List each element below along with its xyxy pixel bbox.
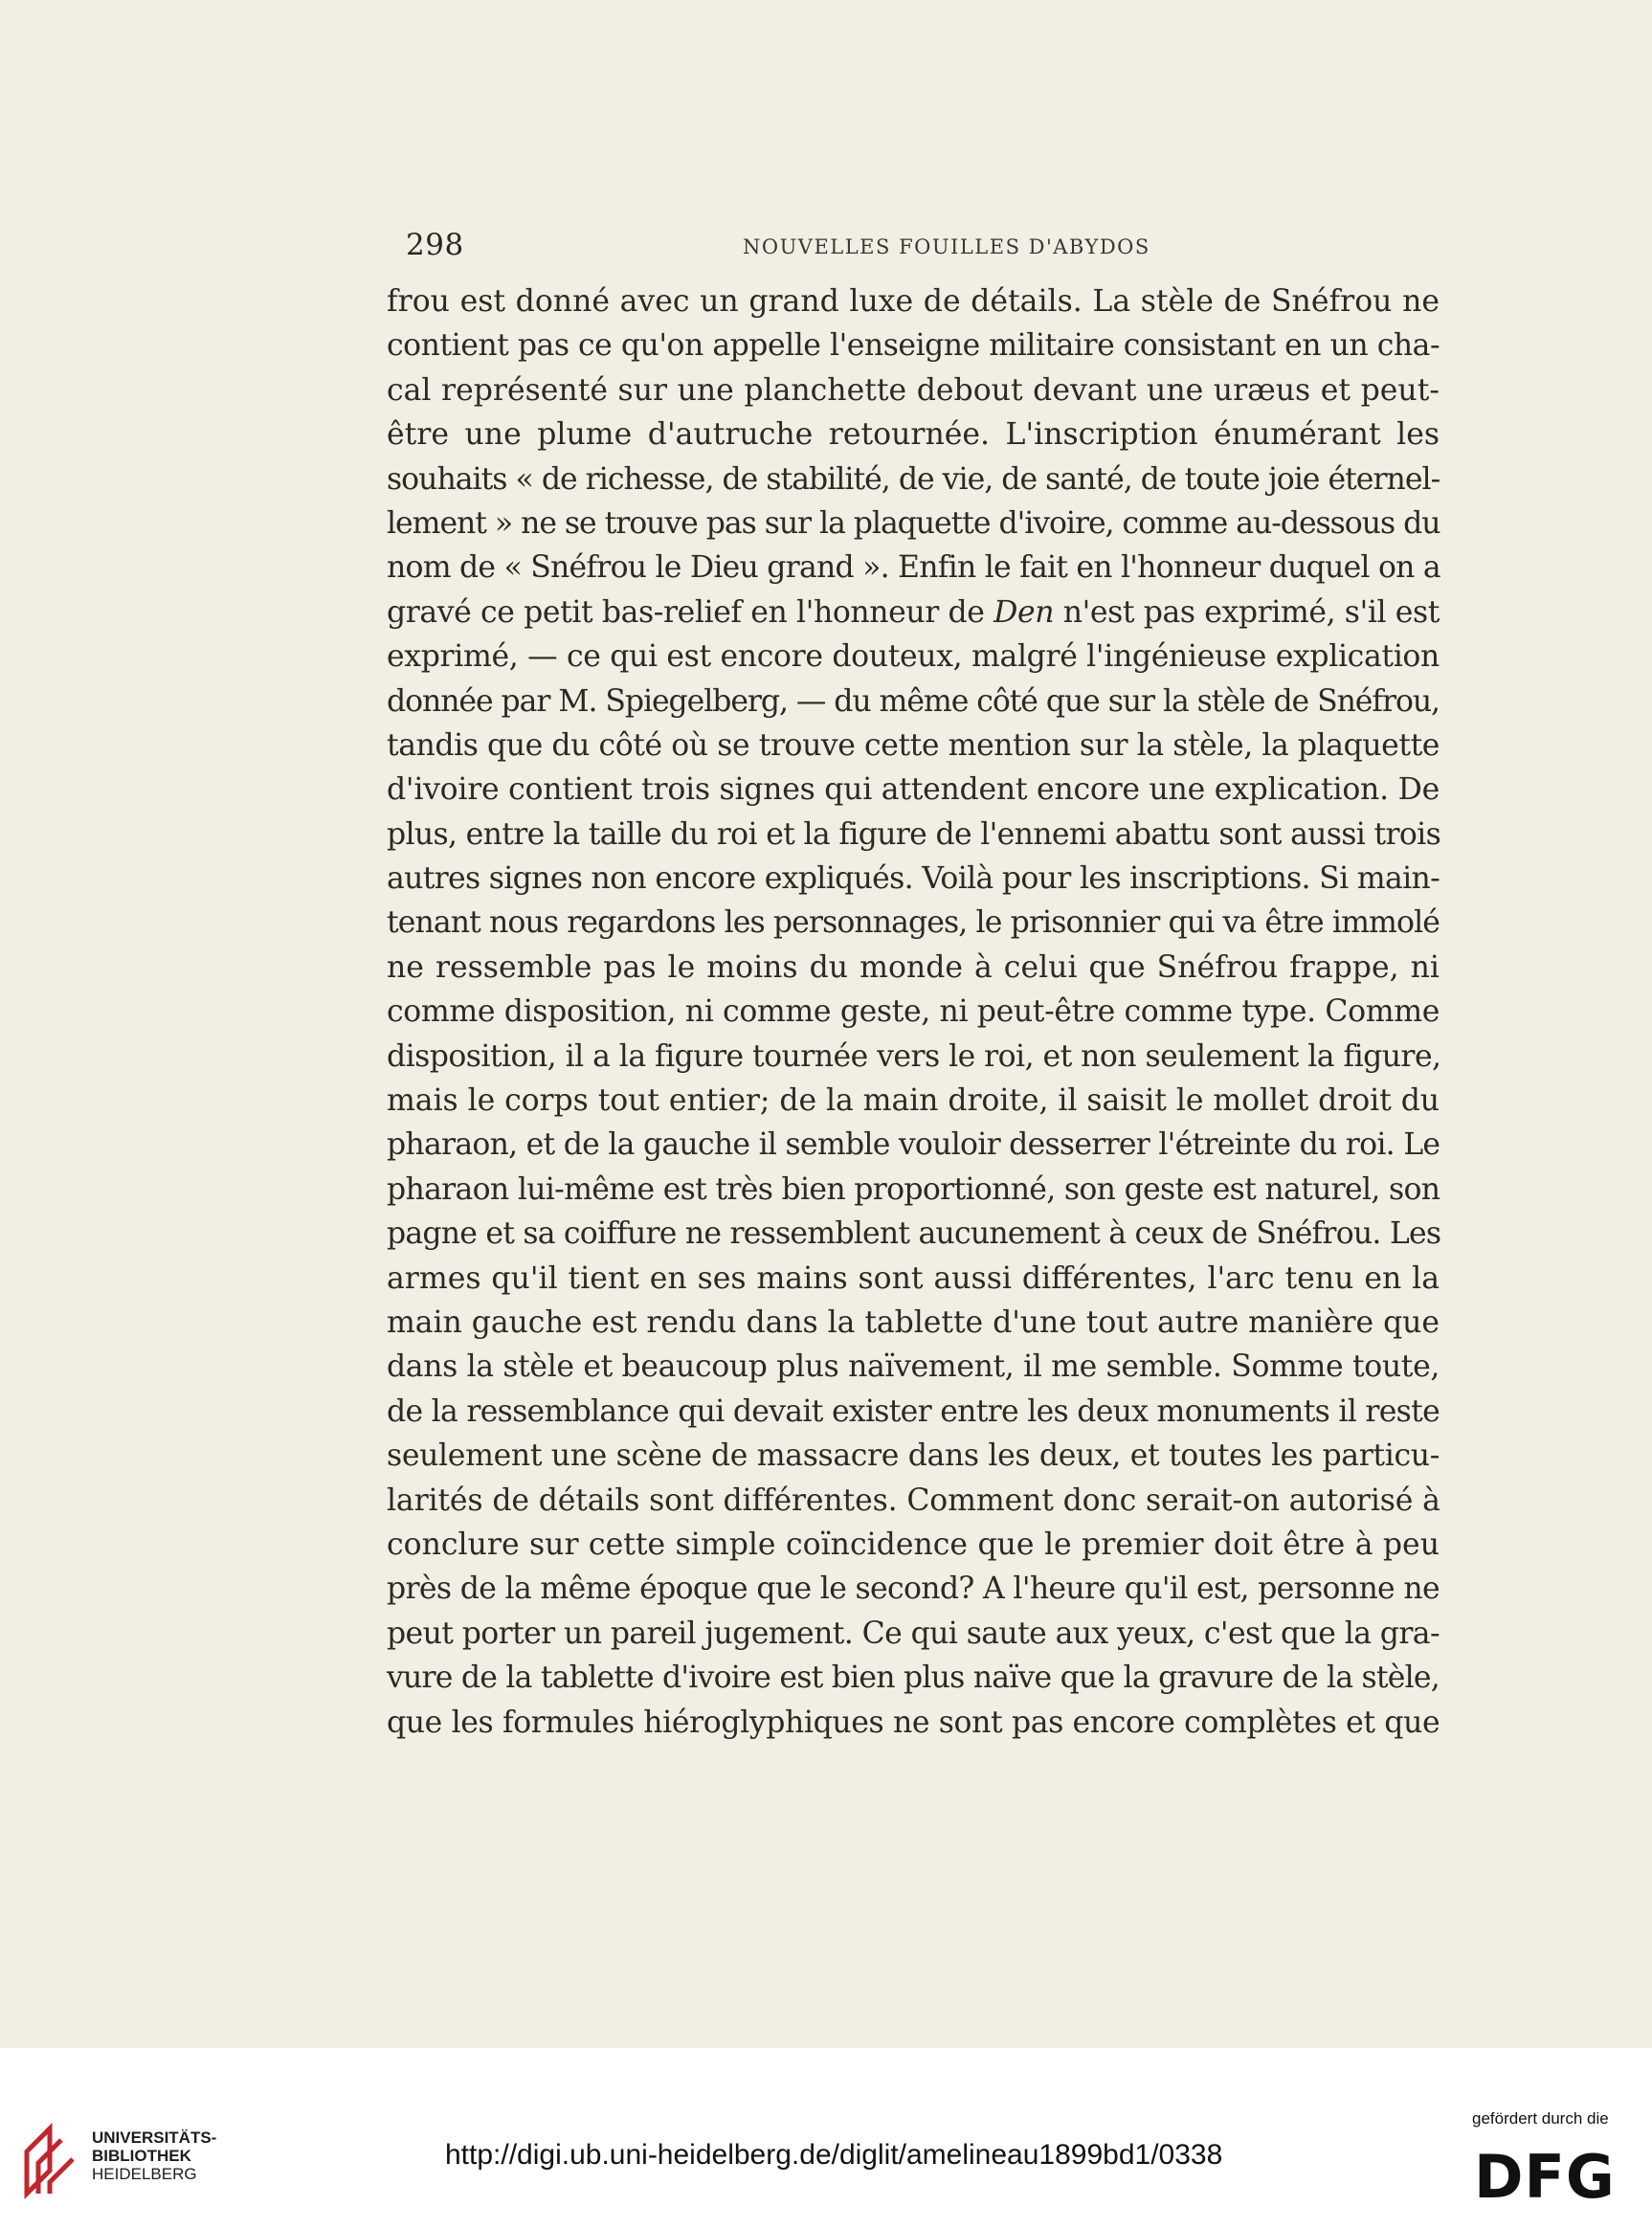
page-number: 298 — [406, 228, 464, 262]
body-text — [387, 279, 1440, 1745]
text-line: pharaon, et de la gauche il semble vouloir desserrer l'étreinte du roi. Le — [387, 1127, 1440, 1163]
text-line: vure de la tablette d'ivoire est bien plus naïve que la gravure de la stèle, — [387, 1661, 1440, 1696]
text-line: armes qu'il tient en ses mains sont aussi différentes, l'arc tenu en la — [387, 1260, 1440, 1296]
text-line: gravé ce petit bas-relief en l'honneur de Den n'est pas exprimé, s'il est — [387, 594, 1440, 630]
text-line: frou est donné avec un grand luxe de détails. La stèle de Snéfrou ne — [387, 284, 1440, 319]
library-name-line: BIBLIOTHEK — [92, 2147, 191, 2165]
library-name-line: UNIVERSITÄTS- — [92, 2129, 217, 2147]
library-logo-icon — [21, 2123, 80, 2199]
text-line: lement » ne se trouve pas sur la plaquette d'ivoire, comme au-dessous du — [387, 505, 1440, 541]
text-line: main gauche est rendu dans la tablette d'une tout autre manière que — [387, 1304, 1440, 1340]
text-line: nom de « Snéfrou le Dieu grand ». Enfin le fait en l'honneur duquel on a — [387, 550, 1440, 586]
text-line: que les formules hiéroglyphiques ne sont pas encore complètes et que — [387, 1705, 1440, 1740]
text-line: pharaon lui-même est très bien proportionné, son geste est naturel, son — [387, 1171, 1440, 1207]
library-name — [92, 2129, 216, 2183]
text-line: près de la même époque que le second? A l'heure qu'il est, personne ne — [387, 1571, 1440, 1607]
running-title: NOUVELLES FOUILLES D'ABYDOS — [743, 235, 1150, 258]
italic-name: Den — [993, 594, 1055, 630]
text-line: plus, entre la taille du roi et la figure de l'ennemi abattu sont aussi trois — [387, 816, 1441, 852]
text-line: tenant nous regardons les personnages, le prisonnier qui va être immolé — [387, 905, 1440, 941]
text-line: donnée par M. Spiegelberg, — du même côté que sur la stèle de Snéfrou, — [387, 683, 1440, 719]
funder-label: gefördert durch die — [1472, 2109, 1609, 2128]
text-line: disposition, il a la figure tournée vers le roi, et non seulement la figure, — [387, 1038, 1441, 1074]
text-line: être une plume d'autruche retournée. L'inscription énumérant les — [387, 417, 1440, 453]
text-line: de la ressemblance qui devait exister entre les deux monuments il reste — [387, 1393, 1440, 1429]
text-line: dans la stèle et beaucoup plus naïvement, il me semble. Somme toute, — [387, 1349, 1440, 1385]
permalink-url[interactable]: http://digi.ub.uni-heidelberg.de/diglit/amelineau1899bd1/0338 — [445, 2139, 1223, 2171]
text-line: exprimé, — ce qui est encore douteux, malgré l'ingénieuse explication — [387, 639, 1440, 675]
text-line: d'ivoire contient trois signes qui attendent encore une explication. De — [387, 772, 1440, 808]
text-line: peut porter un pareil jugement. Ce qui saute aux yeux, c'est que la gra- — [387, 1616, 1440, 1651]
text-line: cal représenté sur une planchette debout devant une uræus et peut- — [387, 372, 1440, 408]
footer — [0, 2048, 1652, 2229]
text-line: tandis que du côté où se trouve cette mention sur la stèle, la plaquette — [387, 727, 1440, 763]
text-line: larités de détails sont différentes. Comment donc serait-on autorisé à — [387, 1482, 1440, 1518]
text-line: pagne et sa coiffure ne ressemblent aucunement à ceux de Snéfrou. Les — [387, 1216, 1441, 1252]
text-line: mais le corps tout entier; de la main droite, il saisit le mollet droit du — [387, 1083, 1440, 1119]
text-line: contient pas ce qu'on appelle l'enseigne militaire consistant en un cha- — [387, 328, 1440, 364]
text-line: comme disposition, ni comme geste, ni peut-être comme type. Comme — [387, 994, 1440, 1030]
text-line: ne ressemble pas le moins du monde à celui que Snéfrou frappe, ni — [387, 949, 1440, 985]
library-name-line: HEIDELBERG — [92, 2165, 197, 2183]
dfg-logo: DFG — [1474, 2142, 1616, 2212]
text-line: souhaits « de richesse, de stabilité, de vie, de santé, de toute joie éternel- — [387, 461, 1440, 497]
text-line: conclure sur cette simple coïncidence que le premier doit être à peu — [387, 1527, 1440, 1562]
text-line: seulement une scène de massacre dans les deux, et toutes les particu- — [387, 1438, 1440, 1474]
page-header — [387, 228, 1440, 266]
text-line: autres signes non encore expliqués. Voilà pour les inscriptions. Si main- — [387, 861, 1440, 897]
